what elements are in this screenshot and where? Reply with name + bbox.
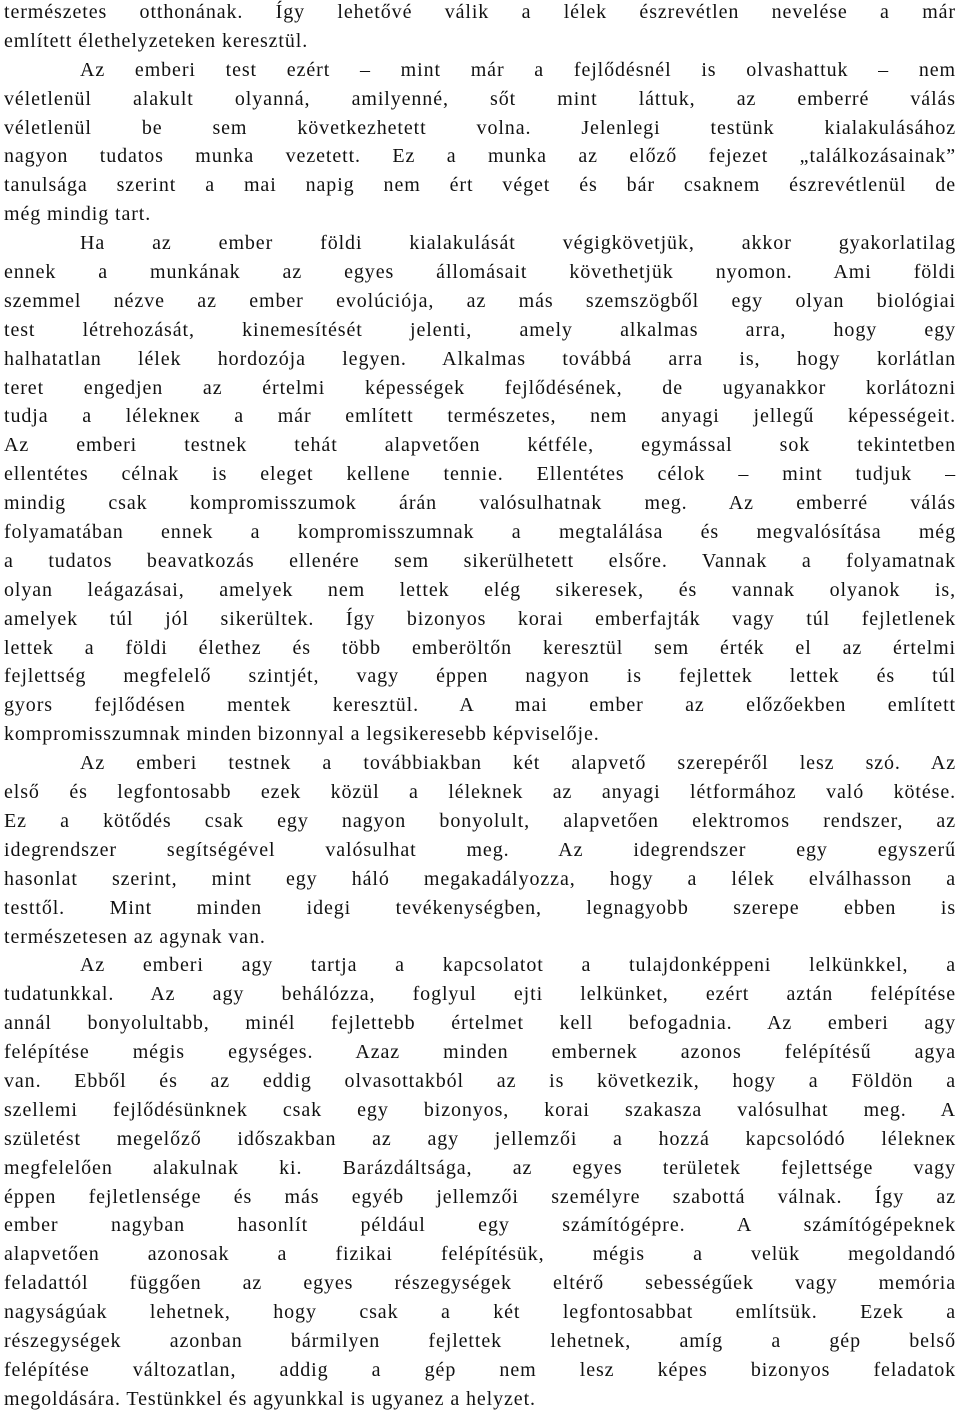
text-line: említett élethelyzeteken keresztül. [4,29,309,52]
text-line: természetes otthonának. Így lehetővé válik a lélek észrevétlen nevelése a már [4,1,956,23]
text-line: természetesen az agynak van. [4,925,266,948]
text-line: halhatatlan lélek hordozója legyen. Alkalmas továbbá arra is, hogy korlátlan [4,347,956,370]
text-line: mindig csak kompromisszumok árán valósulhatnak meg. Az emberré válás [4,492,956,515]
text-line: annál bonyolultabb, minél fejlettebb értelmet kell befogadnia. Az emberi agy [4,1012,956,1035]
text-line: nagyon tudatos munka vezetett. Ez a munka az előző fejezet „találkozásainak” [4,145,956,168]
text-line: lettek a földi élethez és több emberöltőn keresztül sem érték el az értelmi [4,636,956,659]
text-line: szellemi fejlődésünknek csak egy bizonyos, korai szakasza valósulhat meg. A [4,1098,956,1121]
text-line: éppen fejletlensége és más egyéb jellemzői személyre szabottá válnak. Így az [4,1185,956,1208]
text-line: szemmel nézve az ember evolúciója, az más szemszögből egy olyan biológiai [4,289,956,312]
body-text [4,0,956,1414]
text-line: Az emberi agy tartja a kapcsolatot a tulajdonképpeni lelkünkkel, a [80,954,956,977]
text-line: idegrendszer segítségével valósulhat meg. Az idegrendszer egy egyszerű [4,838,956,861]
text-line: folyamatában ennek a kompromisszumnak a megtalálása és megvalósítása még [4,521,956,544]
text-line: teret engedjen az értelmi képességek fejlődésének, de ugyanakkor korlátozni [4,376,956,399]
text-line: tudatunkkal. Az agy behálózza, foglyul ejti lelkünket, ezért aztán felépítése [4,983,956,1006]
text-line: felépítése mégis egységes. Azaz minden embernek azonos felépítésű agya [4,1041,956,1064]
text-line: Ha az ember földi kialakulását végigkövetjük, akkor gyakorlatilag [80,232,956,255]
text-line: kompromisszumnak minden bizonnyal a legsikeresebb képviselője. [4,723,600,746]
text-line: véletlenül alakult olyanná, amilyenné, sőt mint láttuk, az emberré válás [4,87,956,110]
text-line: első és legfontosabb ezek közül a léleknek az anyagi létformához való kötése. [4,781,956,804]
text-line: Ez a kötődés csak egy nagyon bonyolult, alapvetően elektromos rendszer, az [4,809,956,832]
text-line: amelyek túl jól sikerültek. Így bizonyos korai emberfajták vagy túl fejletlenek [4,607,956,630]
text-line: születést megelőző időszakban az agy jellemzői a hozzá kapcsolódó lélekneк [4,1127,956,1150]
text-line: gyors fejlődésen mentek keresztül. A mai ember az előzőekben említett [4,694,956,717]
text-line: hasonlat szerint, mint egy háló megakadályozza, hogy a lélek elválhasson a [4,867,956,890]
text-line: tanulsága szerint a mai napig nem ért véget és bár csaknem észrevétlenül de [4,174,956,197]
text-line: van. Ebből és az eddig olvasottakból az is következik, hogy a Földön a [4,1069,956,1092]
text-line: test létrehozását, kinemesítését jelenti, amely alkalmas arra, hogy egy [4,318,956,341]
text-line: Az emberi testnek tehát alapvetően kétféle, egymással sok tekintetben [4,434,956,457]
text-line: ellentétes célnak is eleget kellene tennie. Ellentétes célok – mint tudjuk – [4,463,956,486]
text-line: még mindig tart. [4,203,152,226]
text-line: felépítése változatlan, addig a gép nem lesz képes bizonyos feladatok [4,1358,956,1381]
text-line: testtől. Mint minden idegi tevékenységben, legnagyobb szerepe ebben is [4,896,956,919]
text-line: megoldására. Testünkkel és agyunkkal is ugyanez a helyzet. [4,1387,536,1410]
text-line: véletlenül be sem következhetett volna. Jelenlegi testünk kialakulásához [4,116,956,139]
text-line: ember nagyban hasonlít például egy számítógépre. A számítógépeknek [4,1214,956,1237]
text-line: fejlettség megfelelő szintjét, vagy éppen nagyon is fejlettek lettek és túl [4,665,956,688]
text-line: feladattól függően az egyes részegységek eltérő sebességűek vagy memória [4,1272,956,1295]
text-line: a tudatos beavatkozás ellenére sem sikerülhetett elsőre. Vannak a folyamatnak [4,549,956,572]
text-line: alapvetően azonosak a fizikai felépítésük, mégis a velük megoldandó [4,1243,956,1266]
text-line: megfelelően alakulnak ki. Barázdáltsága, az egyes területek fejlettsége vagy [4,1156,956,1179]
text-line: Az emberi test ezért – mint már a fejlődésnél is olvashattuk – nem [80,58,956,81]
text-line: olyan leágazásai, amelyek nem lettek elég sikeresek, és vannak olyanok is, [4,578,956,601]
text-line: részegységek azonban bármilyen fejlettek lehetnek, amíg a gép belső [4,1329,956,1352]
text-line: tudja a lélekneк a már említett természetes, nem anyagi jellegű képességeit. [4,405,956,428]
text-line: ennek a munkának az egyes állomásait követhetjük nyomon. Ami földi [4,261,956,284]
text-line: nagyságúak lehetnek, hogy csak a két legfontosabbat említsük. Ezek a [4,1301,956,1324]
text-line: Az emberi testnek a továbbiakban két alapvető szerepéről lesz szó. Az [80,752,956,775]
